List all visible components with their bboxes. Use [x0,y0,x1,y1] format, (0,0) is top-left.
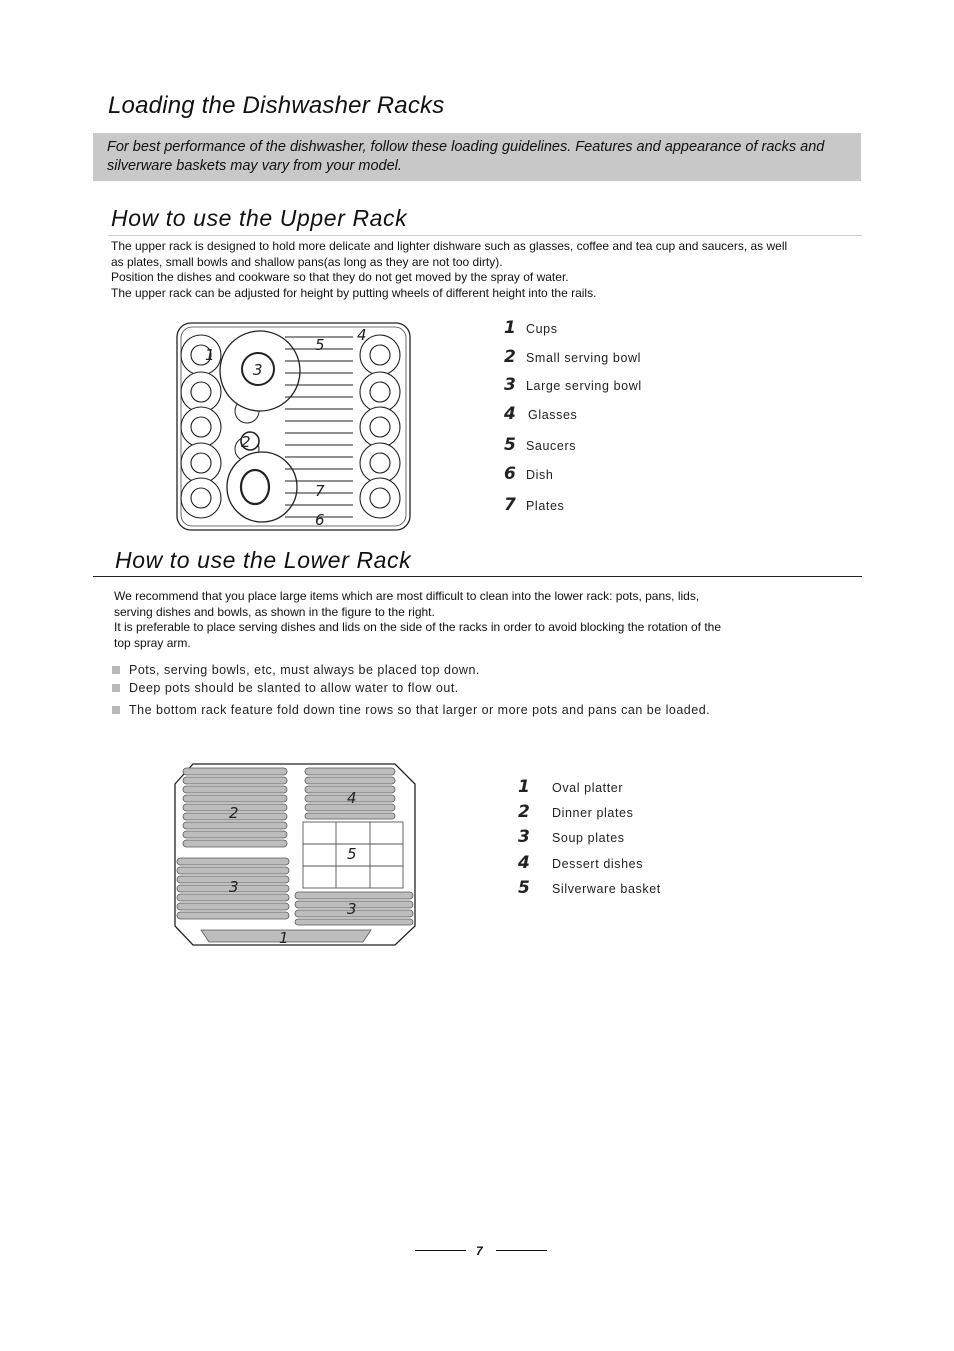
lower-legend-num: 2 [518,802,530,822]
bullet-text: Deep pots should be slanted to allow water to flow out. [129,681,459,695]
lower-legend-num: 5 [518,878,530,898]
upper-legend-num: 3 [504,375,516,395]
lower-legend-label: Dinner plates [552,806,634,820]
lower-legend-num: 1 [518,777,530,797]
upper-legend-num: 4 [504,404,516,424]
upper-rack-line: The upper rack is designed to hold more delicate and lighter dishware such as glasses, coffee and tea cup and saucers, as well [111,239,788,253]
upper-legend-label: Saucers [526,439,577,453]
upper-legend-item [504,435,576,455]
upper-legend-num: 6 [504,464,516,484]
diagram-label: 6 [315,511,325,529]
diagram-label: 1 [205,346,215,364]
diagram-label: 5 [347,845,357,863]
bullet-text: Pots, serving bowls, etc, must always be placed top down. [129,663,480,677]
lower-rack-line: top spray arm. [114,635,191,650]
lower-legend-num: 3 [518,827,530,847]
bullet-item [112,663,480,677]
upper-legend-item [504,347,641,367]
upper-legend-item [504,318,558,338]
page-number: 7 [476,1244,483,1258]
upper-rack-paragraph [111,239,787,301]
lower-rack-heading: How to use the Lower Rack [115,547,412,573]
lower-rack-diagram [173,762,417,948]
upper-legend-label: Dish [526,468,554,482]
diagram-label: 3 [253,361,263,379]
bullet-item [112,681,459,695]
lower-rack-line: serving dishes and bowls, as shown in the figure to the right. [114,604,435,619]
page-title: Loading the Dishwasher Racks [108,92,445,119]
upper-rack-heading: How to use the Upper Rack [111,205,408,231]
upper-rack-line: Position the dishes and cookware so that they do not get moved by the spray of water. [111,270,569,285]
lower-legend-item [518,802,633,822]
lower-legend-label: Silverware basket [552,882,661,896]
lower-legend-item [518,853,643,873]
upper-rack-diagram [175,321,413,533]
upper-legend-label: Plates [526,499,565,513]
lower-rack-line: It is preferable to place serving dishes and lids on the side of the racks in order to avoid blocking the rotation of the [114,620,722,635]
lower-rack-line: We recommend that you place large items which are most difficult to clean into the lower rack: pots, pans, lids, [114,589,700,603]
lower-legend-label: Soup plates [552,831,625,845]
bullet-square-icon [112,684,120,692]
upper-legend-label: Glasses [528,408,578,422]
upper-legend-num: 7 [504,495,516,515]
upper-legend-label: Cups [526,322,558,336]
diagram-label: 2 [229,804,239,822]
lower-legend-num: 4 [518,853,530,873]
diagram-label: 1 [279,929,289,947]
upper-legend-item [504,495,564,515]
diagram-label: 4 [347,789,357,807]
upper-legend-label: Large serving bowl [526,379,642,393]
bullet-item [112,703,710,717]
diagram-label: 5 [315,336,325,354]
lower-legend-item [518,777,623,797]
upper-legend-num: 1 [504,318,516,338]
lower-legend-label: Oval platter [552,781,624,795]
upper-legend-item [504,404,577,424]
upper-rack-line: The upper rack can be adjusted for height by putting wheels of different height into the rails. [111,285,597,300]
lower-legend-label: Dessert dishes [552,857,644,871]
left-cups-column [181,335,221,518]
intro-text: For best performance of the dishwasher, follow these loading guidelines. Features and appearance of racks and silverware baskets may vary from your model. [107,139,825,174]
page-number-rule-right [496,1250,547,1251]
lower-legend-item [518,878,661,898]
page-number-rule-left [415,1250,466,1251]
upper-legend-num: 5 [504,435,516,455]
upper-legend-item [504,375,642,395]
diagram-label: 3 [347,900,357,918]
bullet-text: The bottom rack feature fold down tine rows so that larger or more pots and pans can be loaded. [129,703,711,717]
lower-rack-paragraph [114,589,721,651]
upper-legend-label: Small serving bowl [526,351,642,365]
intro-box [93,133,861,181]
upper-rack-divider [108,235,862,236]
bullet-square-icon [112,666,120,674]
upper-legend-num: 2 [504,347,516,367]
diagram-label: 2 [241,433,251,451]
lower-legend-item [518,827,625,847]
upper-legend-item [504,464,553,484]
lower-rack-divider [93,576,862,577]
upper-rack-line: as plates, small bowls and shallow pans(as long as they are not too dirty). [111,254,503,269]
right-cups-column [360,335,400,518]
diagram-label: 3 [229,878,239,896]
diagram-label: 7 [315,482,325,500]
diagram-label: 4 [357,326,367,344]
bullet-square-icon [112,706,120,714]
